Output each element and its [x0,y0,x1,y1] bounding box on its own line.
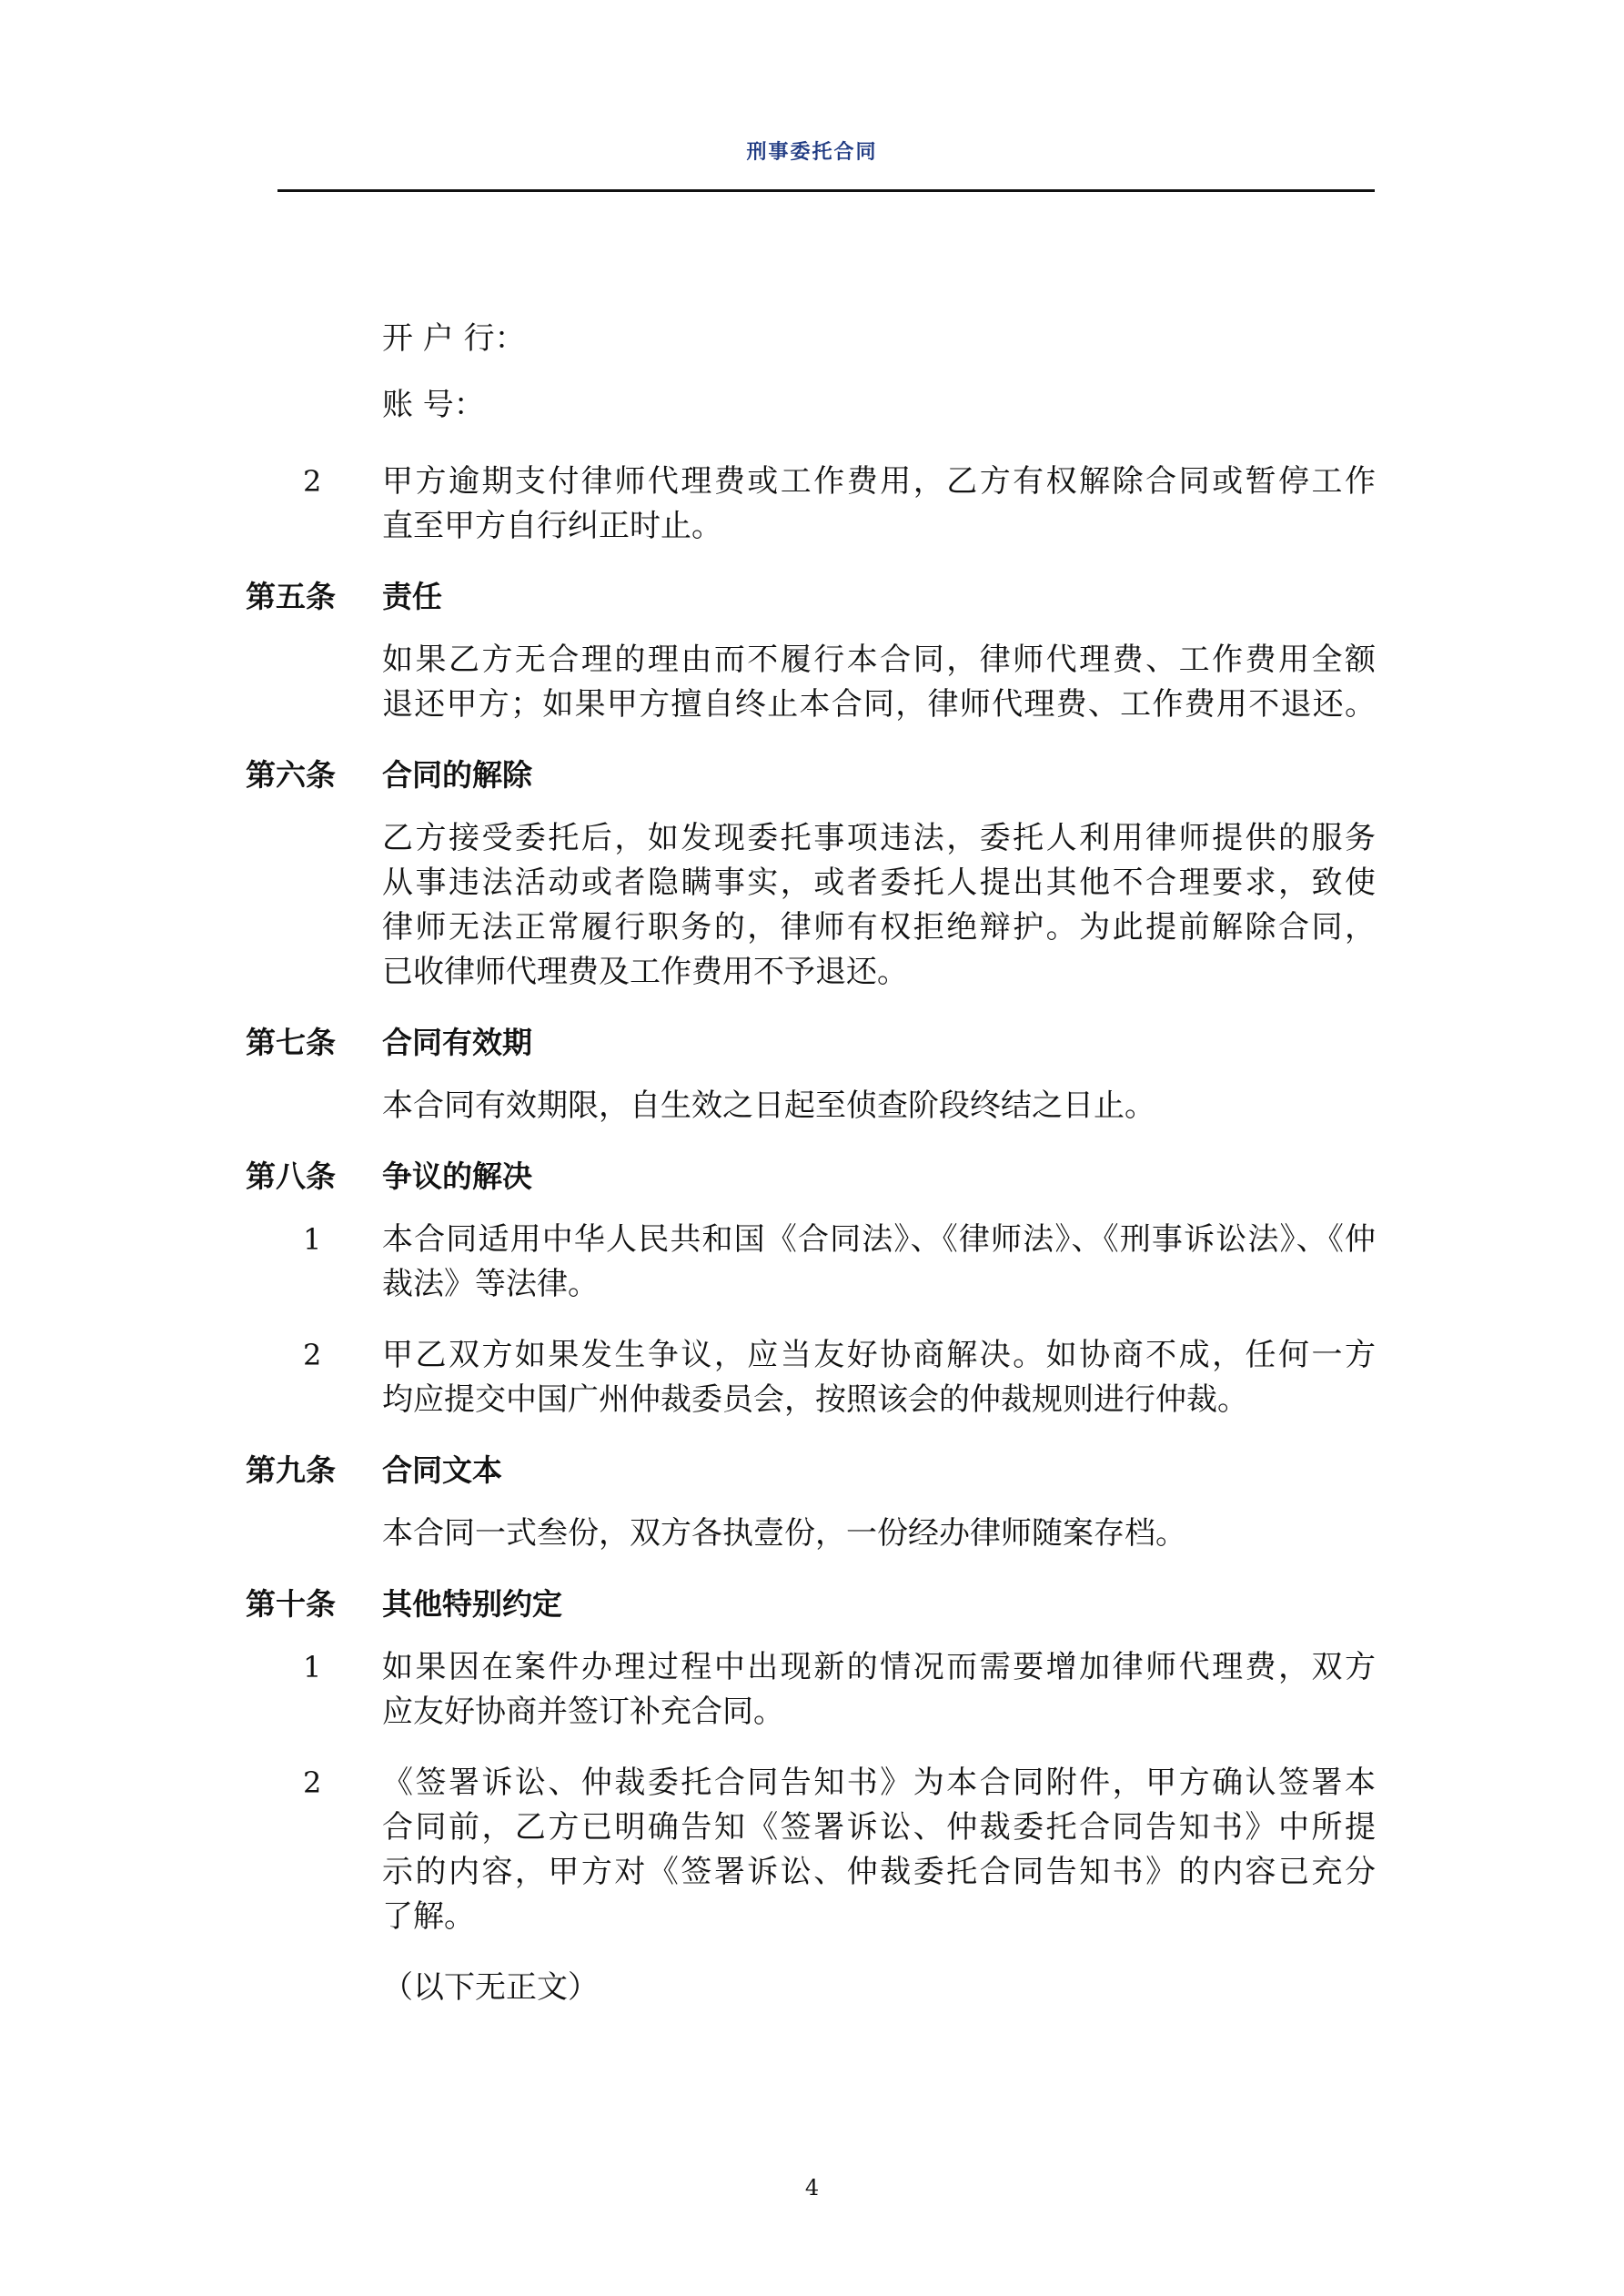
article-line: 本合同一式叁份，双方各执壹份，一份经办律师随案存档。 [382,1515,1186,1552]
page-number: 4 [804,2175,820,2200]
article-number: 第七条 [246,1025,336,1060]
article-title: 争议的解决 [382,1158,532,1194]
header-divider [277,189,1375,192]
item-line: 均应提交中国广州仲裁委员会，按照该会的仲裁规则进行仲裁。 [382,1381,1248,1418]
item-line: 合同前，乙方已明确告知《签署诉讼、仲裁委托合同告知书》中所提 [382,1809,1376,1846]
article-line: 退还甲方；如果甲方擅自终止本合同，律师代理费、工作费用不退还。 [382,686,1376,723]
item-line: 示的内容，甲方对《签署诉讼、仲裁委托合同告知书》的内容已充分 [382,1854,1376,1890]
article-line: 乙方接受委托后，如发现委托事项违法，委托人利用律师提供的服务 [382,820,1376,856]
item-line: 甲乙双方如果发生争议，应当友好协商解决。如协商不成，任何一方 [382,1337,1376,1373]
item-line: 直至甲方自行纠正时止。 [382,508,722,544]
item-number: 2 [303,1338,322,1372]
article-line: 本合同有效期限，自生效之日起至侦查阶段终结之日止。 [382,1087,1155,1124]
article-title: 合同文本 [382,1452,502,1488]
article-title: 合同有效期 [382,1025,532,1060]
article-number: 第九条 [246,1452,336,1488]
article-line: 已收律师代理费及工作费用不予退还。 [382,954,908,990]
document-title: 刑事委托合同 [746,141,878,164]
article-number: 第十条 [246,1586,336,1622]
article-title: 其他特别约定 [382,1586,562,1622]
item-line: 本合同适用中华人民共和国《合同法》、《律师法》、《刑事诉讼法》、《仲 [382,1221,1376,1258]
item-number: 1 [303,1650,322,1684]
item-line: 应友好协商并签订补充合同。 [382,1694,784,1730]
article-title: 合同的解除 [382,757,532,793]
item-number: 1 [303,1222,322,1257]
article-number: 第六条 [246,757,336,793]
item-number: 2 [303,464,322,499]
item-line: 甲方逾期支付律师代理费或工作费用，乙方有权解除合同或暂停工作 [382,463,1376,500]
item-line: 了解。 [382,1898,475,1935]
article-number: 第五条 [246,579,336,614]
item-line: 如果因在案件办理过程中出现新的情况而需要增加律师代理费，双方 [382,1649,1376,1685]
item-line: 《签署诉讼、仲裁委托合同告知书》为本合同附件，甲方确认签署本 [382,1765,1376,1801]
article-line: 律师无法正常履行职务的，律师有权拒绝辩护。为此提前解除合同， [382,909,1376,946]
article-line: 从事违法活动或者隐瞒事实，或者委托人提出其他不合理要求，致使 [382,865,1376,901]
item-number: 2 [303,1765,322,1800]
article-number: 第八条 [246,1158,336,1194]
bank-label: 开 户 行： [382,320,526,357]
article-title: 责任 [382,579,442,614]
article-line: 如果乙方无合理的理由而不履行本合同，律师代理费、工作费用全额 [382,642,1376,678]
end-note: （以下无正文） [382,1969,599,2006]
account-label: 账 号： [382,387,485,423]
item-line: 裁法》等法律。 [382,1266,599,1302]
